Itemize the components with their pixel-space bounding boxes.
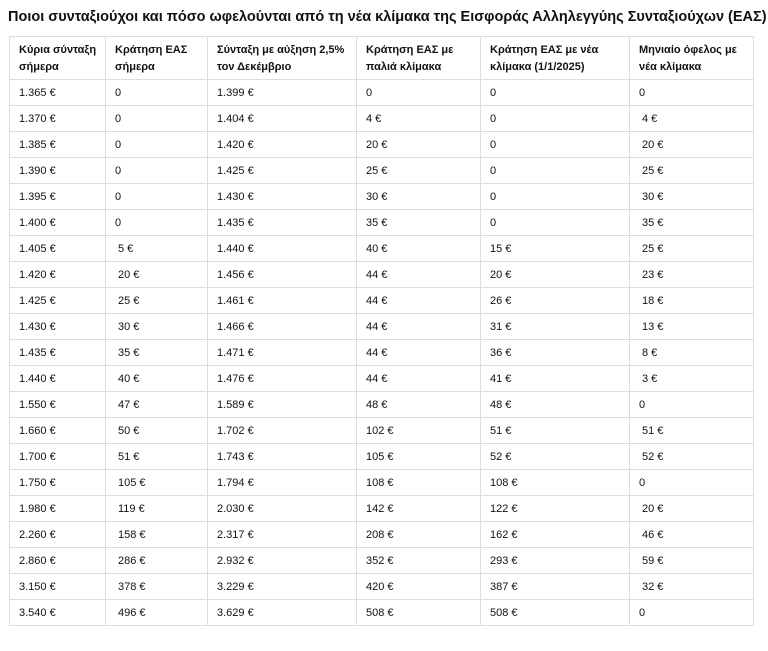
cell-eas-new-scale: 20 €: [481, 262, 630, 288]
cell-pension-after-increase: 1.471 €: [208, 340, 357, 366]
cell-monthly-benefit: 23 €: [630, 262, 754, 288]
cell-current-pension: 1.425 €: [10, 288, 106, 314]
table-row: [10, 314, 754, 340]
cell-eas-old-scale: 108 €: [357, 470, 481, 496]
cell-monthly-benefit: 0: [630, 600, 754, 626]
table-row: [10, 548, 754, 574]
table-row: [10, 470, 754, 496]
cell-eas-new-scale: 293 €: [481, 548, 630, 574]
cell-monthly-benefit: 20 €: [630, 496, 754, 522]
cell-eas-old-scale: 25 €: [357, 158, 481, 184]
cell-monthly-benefit: 8 €: [630, 340, 754, 366]
cell-monthly-benefit: 4 €: [630, 106, 754, 132]
cell-current-pension: 1.660 €: [10, 418, 106, 444]
cell-eas-old-scale: 508 €: [357, 600, 481, 626]
table-row: [10, 184, 754, 210]
cell-pension-after-increase: 1.794 €: [208, 470, 357, 496]
cell-eas-old-scale: 44 €: [357, 262, 481, 288]
cell-current-eas: 0: [106, 132, 208, 158]
cell-eas-old-scale: 4 €: [357, 106, 481, 132]
cell-monthly-benefit: 59 €: [630, 548, 754, 574]
cell-current-eas: 50 €: [106, 418, 208, 444]
cell-current-eas: 25 €: [106, 288, 208, 314]
cell-pension-after-increase: 1.743 €: [208, 444, 357, 470]
cell-pension-after-increase: 1.435 €: [208, 210, 357, 236]
cell-eas-new-scale: 162 €: [481, 522, 630, 548]
cell-monthly-benefit: 25 €: [630, 158, 754, 184]
cell-monthly-benefit: 30 €: [630, 184, 754, 210]
table-row: [10, 496, 754, 522]
cell-pension-after-increase: 2.317 €: [208, 522, 357, 548]
header-monthly-benefit: Μηνιαίο όφελος με νέα κλίμακα: [630, 37, 754, 80]
cell-current-eas: 40 €: [106, 366, 208, 392]
cell-eas-new-scale: 51 €: [481, 418, 630, 444]
table-row: [10, 158, 754, 184]
cell-pension-after-increase: 1.589 €: [208, 392, 357, 418]
cell-pension-after-increase: 1.702 €: [208, 418, 357, 444]
cell-eas-new-scale: 0: [481, 106, 630, 132]
cell-monthly-benefit: 0: [630, 392, 754, 418]
header-eas-new-scale: Κράτηση ΕΑΣ με νέα κλίμακα (1/1/2025): [481, 37, 630, 80]
cell-eas-old-scale: 142 €: [357, 496, 481, 522]
cell-eas-new-scale: 0: [481, 210, 630, 236]
cell-pension-after-increase: 1.425 €: [208, 158, 357, 184]
cell-current-eas: 0: [106, 80, 208, 106]
cell-monthly-benefit: 35 €: [630, 210, 754, 236]
cell-eas-new-scale: 0: [481, 184, 630, 210]
table-header: [10, 37, 754, 80]
cell-pension-after-increase: 1.466 €: [208, 314, 357, 340]
table-row: [10, 366, 754, 392]
cell-eas-new-scale: 36 €: [481, 340, 630, 366]
cell-current-eas: 0: [106, 210, 208, 236]
cell-monthly-benefit: 32 €: [630, 574, 754, 600]
header-current-pension: Κύρια σύνταξη σήμερα: [10, 37, 106, 80]
cell-current-pension: 1.365 €: [10, 80, 106, 106]
header-eas-old-scale: Κράτηση ΕΑΣ με παλιά κλίμακα: [357, 37, 481, 80]
table-row: [10, 392, 754, 418]
header-current-eas: Κράτηση ΕΑΣ σήμερα: [106, 37, 208, 80]
cell-current-pension: 1.370 €: [10, 106, 106, 132]
cell-current-eas: 158 €: [106, 522, 208, 548]
cell-monthly-benefit: 20 €: [630, 132, 754, 158]
cell-monthly-benefit: 25 €: [630, 236, 754, 262]
cell-eas-new-scale: 26 €: [481, 288, 630, 314]
cell-pension-after-increase: 1.461 €: [208, 288, 357, 314]
cell-current-pension: 1.430 €: [10, 314, 106, 340]
cell-current-pension: 1.400 €: [10, 210, 106, 236]
header-row: [10, 37, 754, 80]
cell-current-eas: 35 €: [106, 340, 208, 366]
cell-eas-old-scale: 102 €: [357, 418, 481, 444]
table-row: [10, 132, 754, 158]
cell-current-pension: 1.750 €: [10, 470, 106, 496]
table-row: [10, 444, 754, 470]
table-row: [10, 262, 754, 288]
cell-eas-old-scale: 20 €: [357, 132, 481, 158]
header-pension-after-increase: Σύνταξη με αύξηση 2,5% τον Δεκέμβριο: [208, 37, 357, 80]
cell-current-pension: 1.395 €: [10, 184, 106, 210]
cell-monthly-benefit: 46 €: [630, 522, 754, 548]
cell-monthly-benefit: 52 €: [630, 444, 754, 470]
cell-current-eas: 496 €: [106, 600, 208, 626]
cell-eas-old-scale: 420 €: [357, 574, 481, 600]
cell-current-eas: 0: [106, 184, 208, 210]
cell-current-eas: 51 €: [106, 444, 208, 470]
cell-current-pension: 1.700 €: [10, 444, 106, 470]
cell-monthly-benefit: 51 €: [630, 418, 754, 444]
table-row: [10, 574, 754, 600]
table-row: [10, 210, 754, 236]
cell-current-pension: 1.385 €: [10, 132, 106, 158]
cell-current-eas: 378 €: [106, 574, 208, 600]
cell-current-eas: 0: [106, 158, 208, 184]
cell-eas-old-scale: 44 €: [357, 340, 481, 366]
table-row: [10, 340, 754, 366]
cell-pension-after-increase: 3.629 €: [208, 600, 357, 626]
cell-eas-new-scale: 0: [481, 158, 630, 184]
cell-eas-new-scale: 0: [481, 132, 630, 158]
cell-current-eas: 105 €: [106, 470, 208, 496]
cell-current-pension: 1.390 €: [10, 158, 106, 184]
cell-monthly-benefit: 0: [630, 80, 754, 106]
table-row: [10, 522, 754, 548]
cell-current-pension: 1.420 €: [10, 262, 106, 288]
cell-current-eas: 5 €: [106, 236, 208, 262]
cell-eas-old-scale: 105 €: [357, 444, 481, 470]
cell-monthly-benefit: 3 €: [630, 366, 754, 392]
cell-eas-old-scale: 0: [357, 80, 481, 106]
cell-eas-old-scale: 44 €: [357, 314, 481, 340]
cell-eas-new-scale: 41 €: [481, 366, 630, 392]
cell-current-eas: 30 €: [106, 314, 208, 340]
cell-pension-after-increase: 3.229 €: [208, 574, 357, 600]
page-title: Ποιοι συνταξιούχοι και πόσο ωφελούνται από τη νέα κλίμακα της Εισφοράς Αλληλεγγύης Συνταξιούχων (ΕΑΣ): [8, 9, 767, 25]
cell-eas-old-scale: 40 €: [357, 236, 481, 262]
table-row: [10, 80, 754, 106]
cell-current-eas: 20 €: [106, 262, 208, 288]
cell-current-pension: 1.435 €: [10, 340, 106, 366]
cell-pension-after-increase: 1.430 €: [208, 184, 357, 210]
cell-eas-new-scale: 108 €: [481, 470, 630, 496]
cell-pension-after-increase: 1.404 €: [208, 106, 357, 132]
cell-eas-new-scale: 122 €: [481, 496, 630, 522]
cell-eas-old-scale: 208 €: [357, 522, 481, 548]
cell-current-eas: 119 €: [106, 496, 208, 522]
cell-eas-old-scale: 44 €: [357, 288, 481, 314]
cell-pension-after-increase: 2.932 €: [208, 548, 357, 574]
cell-pension-after-increase: 2.030 €: [208, 496, 357, 522]
pension-table-container: [9, 36, 753, 626]
cell-current-pension: 1.440 €: [10, 366, 106, 392]
table-body: [10, 80, 754, 626]
cell-current-pension: 3.150 €: [10, 574, 106, 600]
table-row: [10, 288, 754, 314]
cell-eas-old-scale: 35 €: [357, 210, 481, 236]
cell-eas-new-scale: 508 €: [481, 600, 630, 626]
cell-monthly-benefit: 0: [630, 470, 754, 496]
cell-eas-new-scale: 15 €: [481, 236, 630, 262]
cell-current-pension: 3.540 €: [10, 600, 106, 626]
cell-eas-new-scale: 0: [481, 80, 630, 106]
cell-current-eas: 47 €: [106, 392, 208, 418]
cell-monthly-benefit: 18 €: [630, 288, 754, 314]
cell-eas-new-scale: 31 €: [481, 314, 630, 340]
cell-pension-after-increase: 1.440 €: [208, 236, 357, 262]
pension-table: [9, 36, 754, 626]
cell-eas-old-scale: 30 €: [357, 184, 481, 210]
cell-eas-new-scale: 48 €: [481, 392, 630, 418]
cell-current-eas: 286 €: [106, 548, 208, 574]
cell-current-pension: 1.980 €: [10, 496, 106, 522]
cell-current-pension: 2.260 €: [10, 522, 106, 548]
cell-current-pension: 1.550 €: [10, 392, 106, 418]
cell-pension-after-increase: 1.456 €: [208, 262, 357, 288]
cell-eas-old-scale: 44 €: [357, 366, 481, 392]
cell-pension-after-increase: 1.399 €: [208, 80, 357, 106]
cell-monthly-benefit: 13 €: [630, 314, 754, 340]
table-row: [10, 418, 754, 444]
cell-eas-new-scale: 387 €: [481, 574, 630, 600]
cell-current-eas: 0: [106, 106, 208, 132]
cell-current-pension: 2.860 €: [10, 548, 106, 574]
table-row: [10, 236, 754, 262]
table-row: [10, 600, 754, 626]
cell-eas-new-scale: 52 €: [481, 444, 630, 470]
cell-pension-after-increase: 1.420 €: [208, 132, 357, 158]
table-row: [10, 106, 754, 132]
cell-current-pension: 1.405 €: [10, 236, 106, 262]
cell-eas-old-scale: 352 €: [357, 548, 481, 574]
cell-pension-after-increase: 1.476 €: [208, 366, 357, 392]
cell-eas-old-scale: 48 €: [357, 392, 481, 418]
